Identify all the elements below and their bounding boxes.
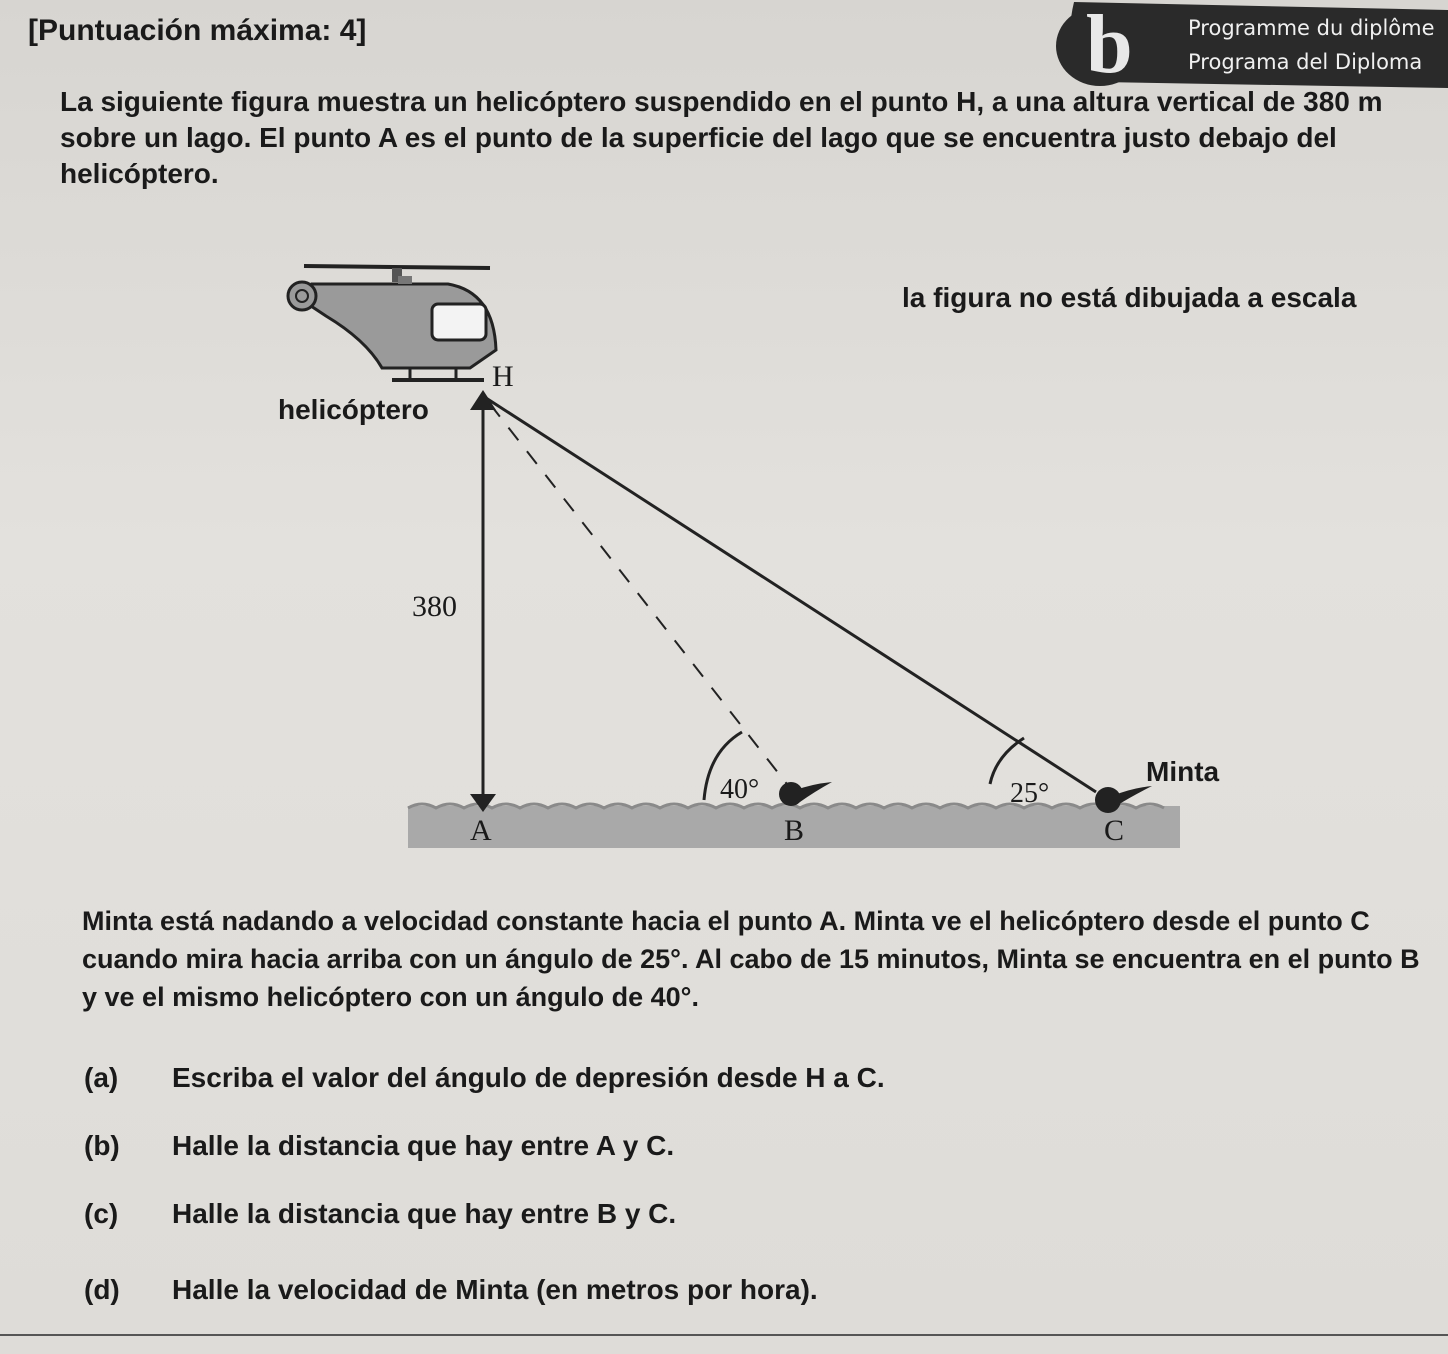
question-d xyxy=(84,1274,818,1306)
label-h: H xyxy=(492,360,514,393)
label-height: 380 xyxy=(412,590,457,623)
question-letter: (c) xyxy=(84,1198,119,1229)
question-a xyxy=(84,1062,885,1094)
scale-note: la figura no está dibujada a escala xyxy=(902,282,1357,313)
label-minta: Minta xyxy=(1146,756,1220,787)
question-b xyxy=(84,1130,674,1162)
question-letter: (a) xyxy=(84,1062,119,1093)
sight-line-b xyxy=(490,404,790,788)
question-text: Halle la distancia que hay entre B y C. xyxy=(172,1198,677,1229)
question-c xyxy=(84,1198,676,1230)
label-b: B xyxy=(784,814,805,847)
problem-paragraph: Minta está nadando a velocidad constante hacia el punto A. Minta ve el helicóptero desde el punto C cuando mira hacia arriba con un ángulo de 25°. Al cabo de 15 minutos, Minta se encuentra en el punto B y ve el mismo helicóptero con un ángulo de 40°. xyxy=(82,906,1420,1012)
max-score: [Puntuación máxima: 4] xyxy=(28,14,367,47)
ib-badge-letter: b xyxy=(1086,0,1133,91)
question-text: Escriba el valor del ángulo de depresión desde H a C. xyxy=(172,1062,885,1093)
label-helicopter: helicóptero xyxy=(278,394,429,425)
question-text: Halle la velocidad de Minta (en metros por hora). xyxy=(172,1274,818,1305)
sight-line-c xyxy=(486,398,1096,792)
ib-line-programme: Programme du diplôme xyxy=(1188,16,1435,40)
label-angle-b: 40° xyxy=(720,774,760,805)
label-c: C xyxy=(1104,814,1125,847)
swimmer-at-b-icon xyxy=(779,782,832,806)
question-letter: (d) xyxy=(84,1274,120,1305)
helicopter-icon xyxy=(288,266,496,380)
label-a: A xyxy=(470,814,492,847)
question-text: Halle la distancia que hay entre A y C. xyxy=(172,1130,675,1161)
ib-line-programa: Programa del Diploma xyxy=(1188,50,1423,74)
label-angle-c: 25° xyxy=(1010,778,1050,809)
bottom-rule xyxy=(0,1334,1448,1336)
intro-paragraph: La siguiente figura muestra un helicóptero suspendido en el punto H, a una altura vertical de 380 m sobre un lago. El punto A es el punto de la superficie del lago que se encuentra justo debajo del helicóptero. xyxy=(60,86,1383,189)
question-letter: (b) xyxy=(84,1130,120,1161)
